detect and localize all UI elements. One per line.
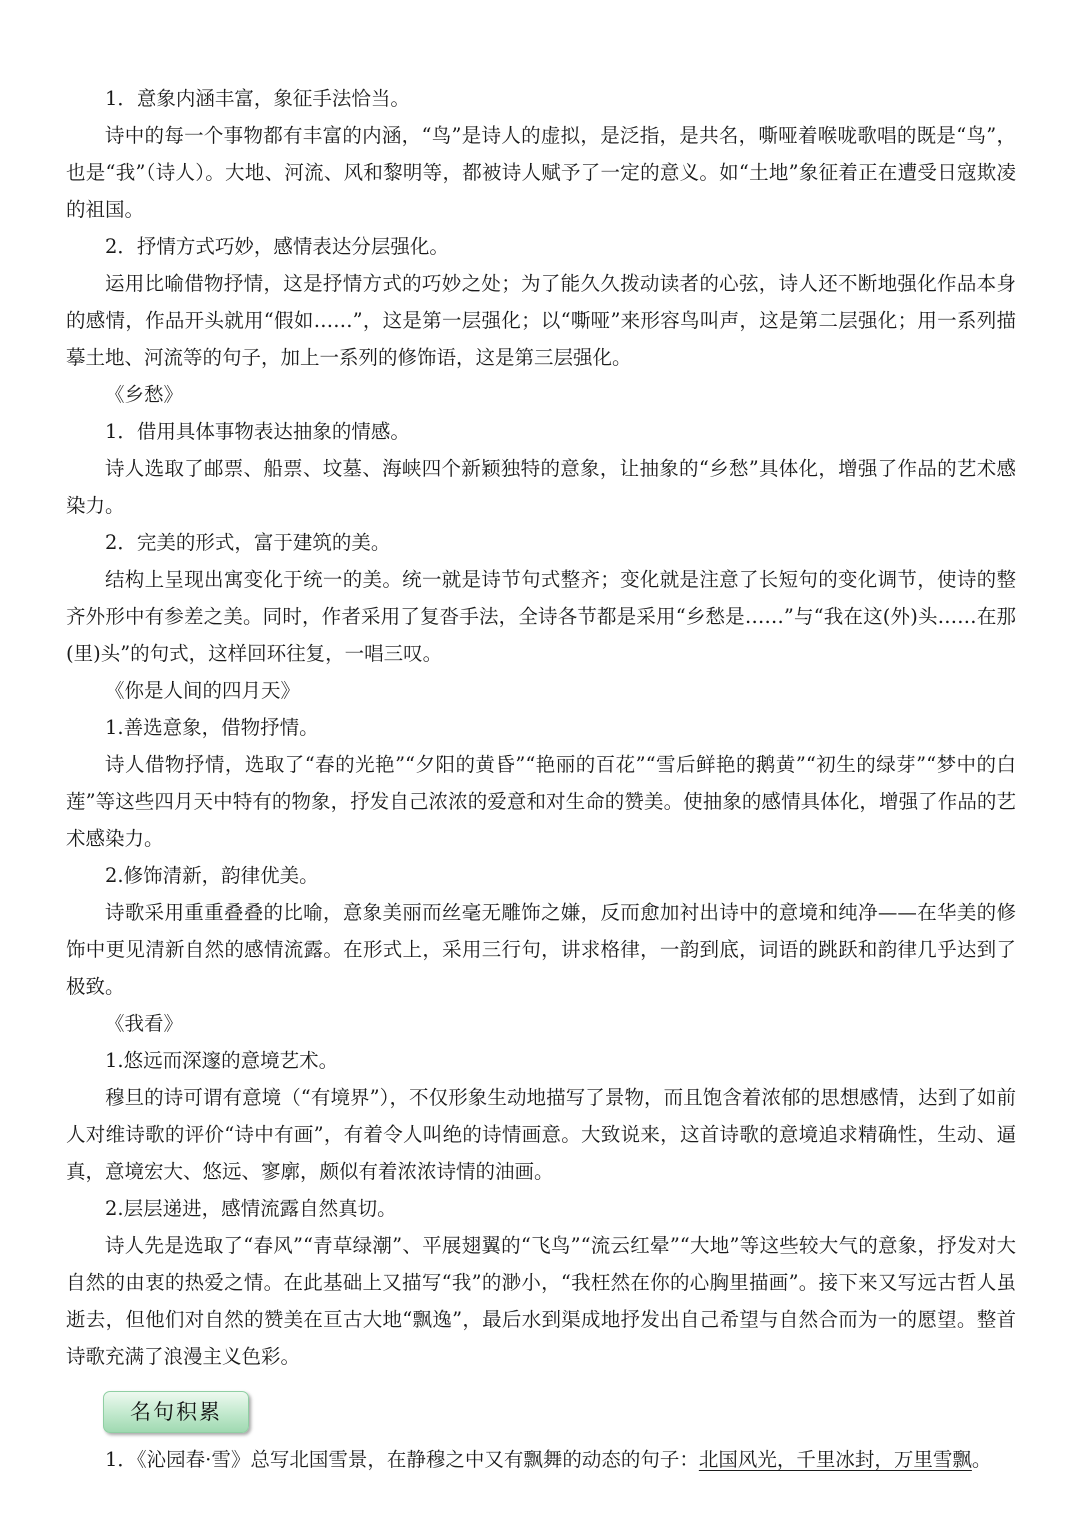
body-paragraph: 诗人先是选取了“春风”“青草绿潮”、平展翅翼的“飞鸟”“流云红晕”“大地”等这些较大气的意象，抒发对大自然的由衷的热爱之情。在此基础上又描写“我”的渺小，“我枉然在你的心胸里描画”。接下来又写远古哲人虽逝去，但他们对自然的赞美在亘古大地“飘逸”，最后水到渠成地抒发出自己希望与自然合而为一的愿望。整首诗歌充满了浪漫主义色彩。 bbox=[66, 1234, 1016, 1368]
famous-line-answer: 北国风光，千里冰封，万里雪飘 bbox=[698, 1448, 972, 1471]
point-heading: 2.层层递进，感情流露自然真切。 bbox=[105, 1197, 397, 1220]
body-paragraph: 运用比喻借物抒情，这是抒情方式的巧妙之处；为了能久久拨动读者的心弦，诗人还不断地强化作品本身的感情，作品开头就用“假如……”，这是第一层强化；以“嘶哑”来形容鸟叫声，这是第二层强化；用一系列描摹土地、河流等的句子，加上一系列的修饰语，这是第三层强化。 bbox=[66, 272, 1016, 369]
point-heading: 1.善选意象，借物抒情。 bbox=[105, 716, 319, 739]
section-badge: 名句积累 bbox=[103, 1391, 249, 1433]
body-paragraph: 诗歌采用重重叠叠的比喻，意象美丽而丝毫无雕饰之嫌，反而愈加衬出诗中的意境和纯净——在华美的修饰中更见清新自然的感情流露。在形式上，采用三行句，讲求格律，一韵到底，词语的跳跃和韵律几乎达到了极致。 bbox=[66, 901, 1016, 998]
point-heading: 1．借用具体事物表达抽象的情感。 bbox=[105, 420, 410, 443]
point-heading: 2．抒情方式巧妙，感情表达分层强化。 bbox=[105, 235, 449, 258]
point-heading: 1.悠远而深邃的意境艺术。 bbox=[105, 1049, 339, 1072]
famous-line-item bbox=[66, 1441, 1016, 1478]
body-paragraph: 诗人借物抒情，选取了“春的光艳”“夕阳的黄昏”“艳丽的百花”“雪后鲜艳的鹅黄”“初生的绿芽”“梦中的白莲”等这些四月天中特有的物象，抒发自己浓浓的爱意和对生命的赞美。使抽象的感情具体化，增强了作品的艺术感染力。 bbox=[66, 753, 1016, 850]
body-paragraph: 穆旦的诗可谓有意境（“有境界”），不仅形象生动地描写了景物，而且饱含着浓郁的思想感情，达到了如前人对维诗歌的评价“诗中有画”，有着令人叫绝的诗情画意。大致说来，这首诗歌的意境追求精确性，生动、逼真，意境宏大、悠远、寥廓，颇似有着浓浓诗情的油画。 bbox=[66, 1086, 1016, 1183]
point-heading: 1．意象内涵丰富，象征手法恰当。 bbox=[105, 87, 410, 110]
point-heading: 2．完美的形式，富于建筑的美。 bbox=[105, 531, 391, 554]
poem-title: 《乡愁》 bbox=[105, 383, 184, 406]
section-badge-container bbox=[103, 1391, 1016, 1435]
famous-line-suffix: 。 bbox=[971, 1448, 992, 1471]
poem-title: 《你是人间的四月天》 bbox=[105, 679, 301, 702]
famous-line-question: 1．《沁园春·雪》总写北国雪景，在静穆之中又有飘舞的动态的句子： bbox=[105, 1448, 699, 1471]
body-paragraph: 诗中的每一个事物都有丰富的内涵，“鸟”是诗人的虚拟，是泛指，是共名，嘶哑着喉咙歌唱的既是“鸟”，也是“我”（诗人）。大地、河流、风和黎明等，都被诗人赋予了一定的意义。如“土地”象征着正在遭受日寇欺凌的祖国。 bbox=[66, 124, 1016, 221]
document-page bbox=[66, 80, 1016, 1478]
body-paragraph: 结构上呈现出寓变化于统一的美。统一就是诗节句式整齐；变化就是注意了长短句的变化调节，使诗的整齐外形中有参差之美。同时，作者采用了复沓手法，全诗各节都是采用“乡愁是……”与“我在这(外)头……在那(里)头”的句式，这样回环往复，一唱三叹。 bbox=[66, 568, 1016, 665]
body-paragraph: 诗人选取了邮票、船票、坟墓、海峡四个新颖独特的意象，让抽象的“乡愁”具体化，增强了作品的艺术感染力。 bbox=[66, 457, 1016, 517]
point-heading: 2.修饰清新，韵律优美。 bbox=[105, 864, 319, 887]
poem-title: 《我看》 bbox=[105, 1012, 184, 1035]
